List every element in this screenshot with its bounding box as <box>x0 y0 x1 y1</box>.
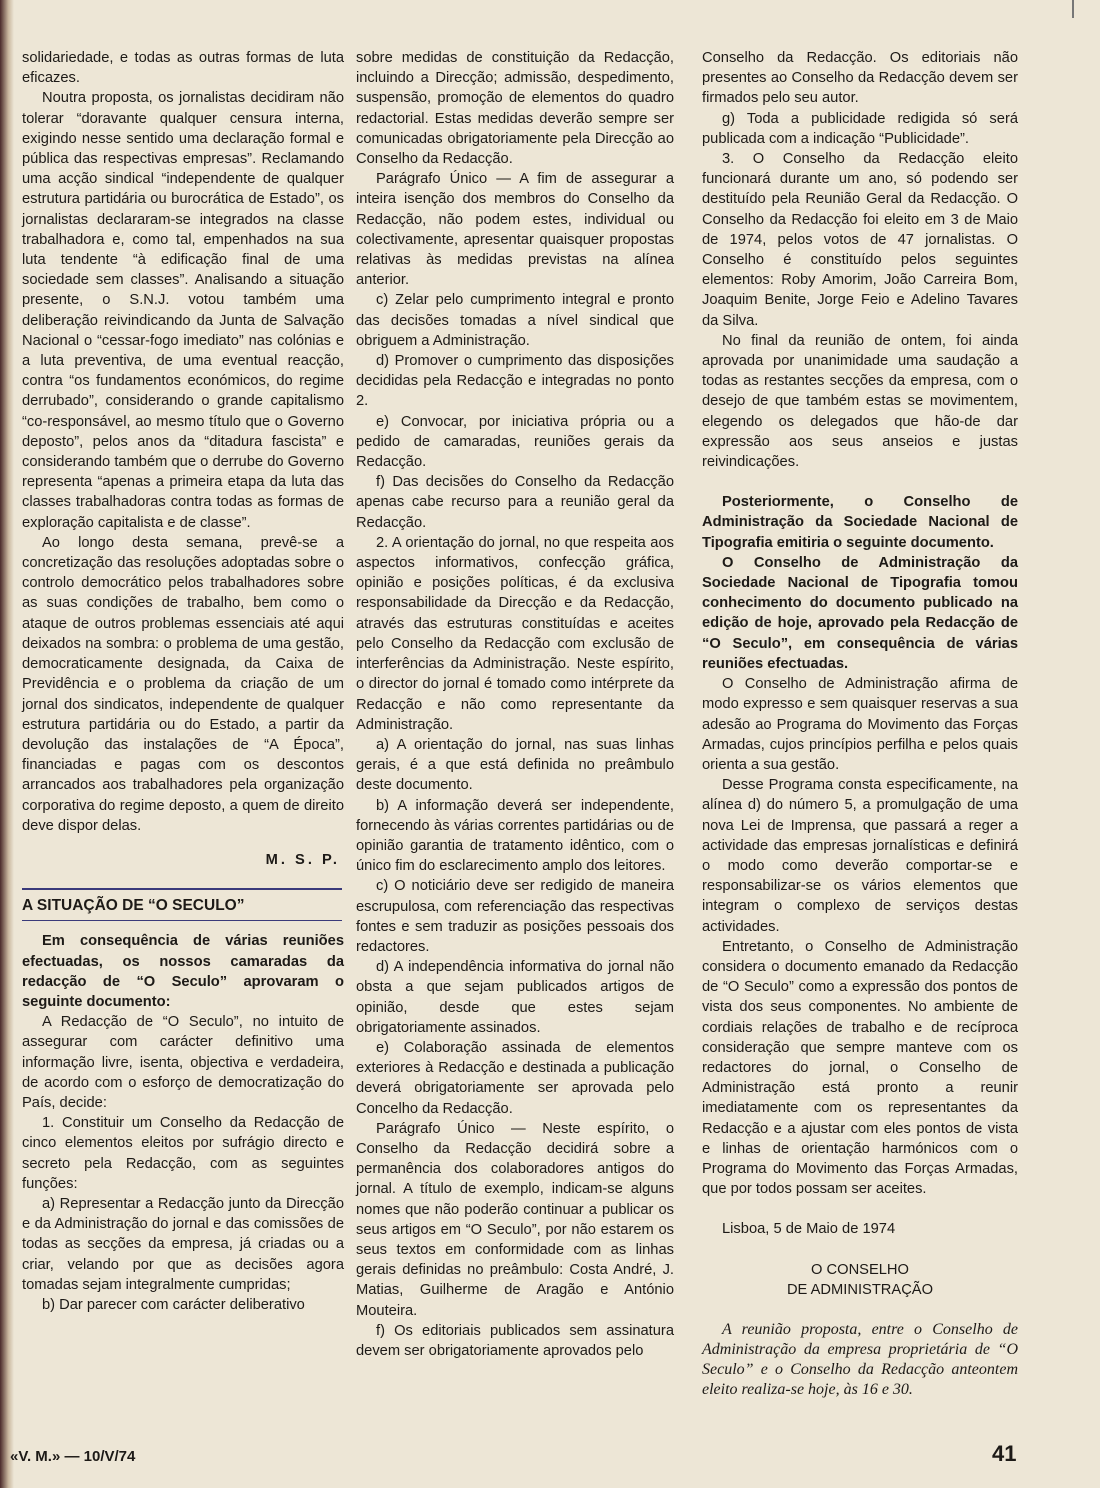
paragraph: e) Convocar, por iniciativa própria ou a pedido de camaradas, reuniões gerais da Redacção. <box>356 413 674 471</box>
paragraph: solidariedade, e todas as outras formas de luta eficazes. <box>22 50 344 87</box>
footer-issue-label: «V. M.» — 10/V/74 <box>10 1448 136 1465</box>
page-binding-edge <box>0 0 14 1488</box>
paragraph: No final da reunião de ontem, foi ainda aprovada por unanimidade uma saudação a todas as restantes secções da empresa, com o desejo de que também estas se movimentem, elegendo os delegados que hão-de dar expressão aos seus anseios e justas reivindicações. <box>702 332 1018 471</box>
section-heading: A SITUAÇÃO DE “O SECULO” <box>22 897 245 915</box>
paragraph: Parágrafo Único — A fim de assegurar a inteira isenção dos membros do Conselho da Redacção, não podem estes, individual ou colectivamente, apresentar quaisquer propostas relativas às medidas previstas na alínea anterior. <box>356 171 674 289</box>
paragraph: a) A orientação do jornal, nas suas linhas gerais, é a que está definida no preâmbulo deste documento. <box>356 736 674 794</box>
paragraph: f) Os editoriais publicados sem assinatura devem ser obrigatoriamente aprovados pelo <box>356 1322 674 1359</box>
column-2 <box>356 48 674 1361</box>
dateline: Lisboa, 5 de Maio de 1974 <box>722 1221 896 1238</box>
section-divider <box>22 888 342 890</box>
column-3 <box>702 48 1018 1400</box>
intro-paragraph: Em consequência de várias reuniões efectuadas, os nossos camaradas da redacção de “O Seculo” aprovaram o seguinte documento: <box>22 933 344 1010</box>
paragraph: A Redacção de “O Seculo”, no intuito de assegurar com carácter definitivo uma informação livre, isenta, objectiva e verdadeira, de acordo com o esforço de democratização do País, decide: <box>22 1014 344 1111</box>
paragraph: Parágrafo Único — Neste espírito, o Conselho da Redacção decidirá sobre a permanência dos colaboradores antigos do jornal. A título de exemplo, indicam-se alguns nomes que não poderão continuar a publicar os seus artigos em “O Seculo”, por não estarem os seus textos em conformidade com as linhas gerais definidas no preâmbulo: Costa André, J. Matias, Guilherme de Aragão e António Mouteira. <box>356 1120 674 1319</box>
paragraph: c) Zelar pelo cumprimento integral e pronto das decisões tomadas a nível sindical que obriguem a Administração. <box>356 292 674 349</box>
editorial-note: A reunião proposta, entre o Conselho de Administração da empresa proprietária de “O Seculo” e o Conselho da Redacção anteontem eleito realiza-se hoje, às 16 e 30. <box>702 1320 1018 1398</box>
paragraph: Entretanto, o Conselho de Administração considera o documento emanado da Redacção de “O Seculo” como a expressão dos pontos de vista dos seus componentes. No ambiente de cordiais relações de trabalho e de recíproca consideração que sempre manteve com os redactores do jornal, o Conselho de Administração está pronto a reunir imediatamente com os representantes da Redacção e a ajustar com eles pontos de vista e linhas de orientação harmónicos com o Programa do Movimento das Forças Armadas, que por todos possam ser aceites. <box>702 938 1018 1198</box>
signatory-line: O CONSELHO <box>811 1261 909 1278</box>
top-right-mark <box>1072 0 1074 18</box>
paragraph: sobre medidas de constituição da Redacção, incluindo a Direcção; admissão, despedimento, suspensão, promoção de elementos do quadro redactorial. Estas medidas deverão sempre ser comunicadas obrigatoriamente pela Direcção ao Conselho da Redacção. <box>356 50 674 168</box>
paragraph: O Conselho de Administração afirma de modo expresso e sem quaisquer reservas a sua adesão ao Programa do Movimento das Forças Armadas, cujos princípios perfilha e pelos quais orienta a sua gestão. <box>702 676 1018 773</box>
paragraph: Desse Programa consta especificamente, na alínea d) do número 5, a promulgação de uma nova Lei de Imprensa, que passará a reger a actividade das empresas jornalísticas e definirá o modo como deverão comportar-se e responsabilizar-se os vários elementos que integram o complexo de serviços destas actividades. <box>702 777 1018 935</box>
bold-paragraph: O Conselho de Administração da Sociedade Nacional de Tipografia tomou conhecimento do documento publicado na edição de hoje, aprovado pela Redacção de “O Seculo”, em consequência de várias reuniões efectuadas. <box>702 554 1018 672</box>
spacer <box>702 472 1018 492</box>
spacer <box>702 1199 1018 1219</box>
paragraph: a) Representar a Redacção junto da Direcção e da Administração do jornal e das comissões de todas as secções da empresa, já criadas ou a criar, velando por que as decisões agora tomadas sejam integralmente cumpridas; <box>22 1195 344 1293</box>
paragraph: b) Dar parecer com carácter deliberativo <box>42 1296 305 1313</box>
paragraph: b) A informação deverá ser independente, fornecendo às várias correntes partidárias ou de opinião garantia de tratamento idêntico, com o único fim do esclarecimento amplo dos leitores. <box>356 797 674 875</box>
paragraph: d) A independência informativa do jornal não obsta a que sejam publicados artigos de opinião, desde que estes sejam obrigatoriamente assinados. <box>356 959 674 1036</box>
signatory-line: DE ADMINISTRAÇÃO <box>786 1281 934 1298</box>
section-divider <box>22 920 342 921</box>
paragraph: d) Promover o cumprimento das disposições decididas pela Redacção e integradas no ponto 2. <box>356 353 674 410</box>
column-1 <box>22 48 344 1315</box>
paragraph: f) Das decisões do Conselho da Redacção apenas cabe recurso para a reunião geral da Redacção. <box>356 474 674 531</box>
paragraph: Conselho da Redacção. Os editoriais não presentes ao Conselho da Redacção devem ser firmados pelo seu autor. <box>702 50 1018 107</box>
paragraph: Noutra proposta, os jornalistas decidiram não tolerar “doravante qualquer censura interna, exigindo nesse sentido uma declaração formal e pública das respectivas empresas”. Reclamando uma acção sindical “independente de qualquer estrutura partidária ou burocrática de Estado”, os jornalistas declararam-se integrados na classe trabalhadora e, como tal, empenhados na sua luta tendente “à edificação final de uma sociedade sem classes”. Analisando a situação presente, o S.N.J. votou também uma deliberação reivindicando da Junta de Salvação Nacional o “cessar-fogo imediato” nas colónias e a luta preventiva, de uma eventual reacção, contra “os fundamentos económicos, do regime derrubado”, considerando o grande capitalismo “co-responsável, ao mesmo título que o Governo deposto”, pelos anos da “ditadura fascista” e considerando também que o derrube do Governo representa “apenas a primeira etapa da luta das classes trabalhadoras contra todas as formas de exploração capitalista e de classe”. <box>22 90 344 531</box>
bold-paragraph: Posteriormente, o Conselho de Administração da Sociedade Nacional de Tipografia emitiria o seguinte documento. <box>702 494 1018 551</box>
paragraph: 2. A orientação do jornal, no que respeita aos aspectos informativos, confecção gráfica, opinião e posições políticas, é da exclusiva responsabilidade da Direcção e da Redacção, através das estruturas constituídas e aceites pelo Conselho da Redacção com exclusão de interferências da Administração. Neste espírito, o director do jornal é tomado como intérprete da Redacção e não como representante da Administração. <box>356 534 674 733</box>
paragraph: c) O noticiário deve ser redigido de maneira escrupulosa, com referenciação das respectivas fontes e sem traduzir as posições pessoais dos redactores. <box>356 878 674 955</box>
paragraph: e) Colaboração assinada de elementos exteriores à Redacção e destinada a publicação deverá obrigatoriamente ser aprovada pelo Concelho da Redacção. <box>356 1039 674 1117</box>
author-signature: M. S. P. <box>265 851 340 868</box>
spacer <box>702 1300 1018 1320</box>
spacer <box>702 1240 1018 1260</box>
paragraph: g) Toda a publicidade redigida só será publicada com a indicação “Publicidade”. <box>702 110 1018 147</box>
paragraph: 3. O Conselho da Redacção eleito funcionará durante um ano, só podendo ser destituído pela Reunião Geral da Redacção. O Conselho da Redacção foi eleito em 3 de Maio de 1974, pelos votos de 47 jornalistas. O Conselho é constituído pelos seguintes elementos: Roby Amorim, João Carreira Bom, Joaquim Benite, Jorge Feio e Adelino Tavares da Silva. <box>702 151 1018 329</box>
paragraph: Ao longo desta semana, prevê-se a concretização das resoluções adoptadas sobre o controlo democrático pelos trabalhadores sobre as suas condições de trabalho, bem como o ataque de outros problemas essenciais até aqui deixados na sombra: o problema de uma gestão, democraticamente designada, da Caixa de Previdência e o problema da criação de um jornal dos sindicatos, independente de qualquer estrutura partidária ou do Estado, a partir da devolução das instalações de “A Época”, financiadas e pagas com os descontos arrancados aos trabalhadores pela organização corporativa do regime deposto, a quem de direito deve dispor delas. <box>22 534 344 834</box>
paragraph: 1. Constituir um Conselho da Redacção de cinco elementos eleitos por sufrágio directo e secreto pela Redacção, com as seguintes funções: <box>22 1115 344 1192</box>
page-number: 41 <box>992 1441 1017 1466</box>
